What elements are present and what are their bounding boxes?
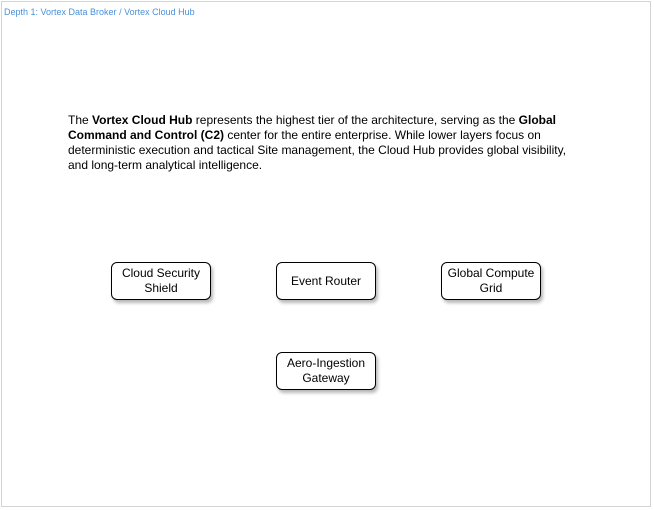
node-cloud-security-shield[interactable] xyxy=(111,262,211,300)
description-emphasis: Global Command and Control (C2) xyxy=(68,113,556,142)
diagram-canvas xyxy=(1,1,651,507)
description-text: The xyxy=(68,113,93,127)
hub-description xyxy=(68,113,573,173)
node-label: Cloud Security Shield xyxy=(121,266,201,295)
node-event-router[interactable] xyxy=(276,262,376,300)
node-aero-ingestion-gateway[interactable] xyxy=(276,352,376,390)
breadcrumb-separator: / xyxy=(116,7,125,17)
node-label: Event Router xyxy=(290,273,362,288)
description-text: represents the highest tier of the architecture, serving as the xyxy=(192,113,519,127)
breadcrumb-item-data-broker[interactable]: Depth 1: Vortex Data Broker xyxy=(4,7,117,17)
node-label: Aero-Ingestion Gateway xyxy=(286,356,366,385)
breadcrumb-item-cloud-hub[interactable]: Vortex Cloud Hub xyxy=(124,7,195,17)
node-label: Global Compute Grid xyxy=(447,266,535,295)
breadcrumb xyxy=(4,7,195,18)
description-text: center for the entire enterprise. While lower layers focus on deterministic execution and tactical Site management, the Cloud Hub provides global visibility, and long-term analytical intelligence. xyxy=(68,128,567,172)
description-emphasis: Vortex Cloud Hub xyxy=(92,113,193,127)
node-global-compute-grid[interactable] xyxy=(441,262,541,300)
